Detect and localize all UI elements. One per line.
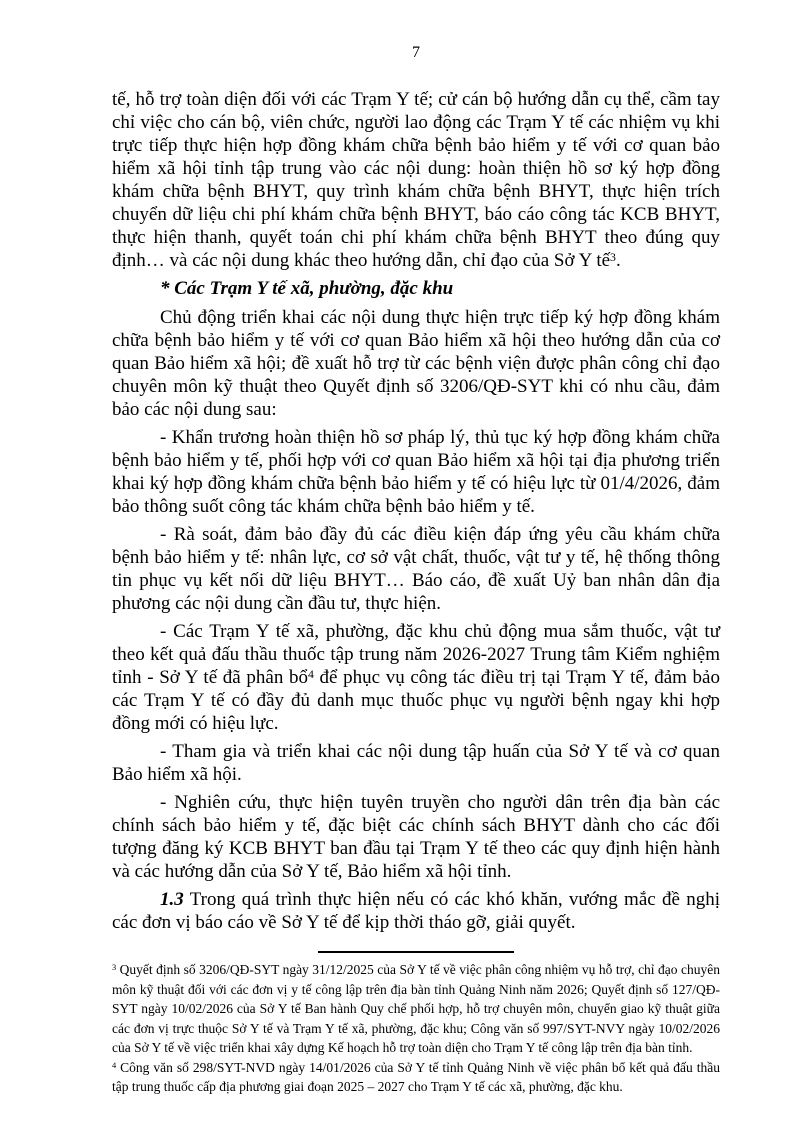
text-run: để phục vụ công tác điều trị tại Trạm Y tế, đảm bảo các Trạm Y tế có đầy đủ danh mục thuốc phục vụ người bệnh ngay khi hợp đồng mới có hiệu lực. (112, 667, 720, 734)
footnote-area (112, 951, 720, 1097)
text-run: - Khẩn trương hoàn thiện hồ sơ pháp lý, thủ tục ký hợp đồng khám chữa bệnh bảo hiểm y tế, phối hợp với cơ quan Bảo hiểm xã hội tại địa phương triển khai ký hợp đồng khám chữa bệnh bảo hiểm y tế có hiệu lực từ 01/4/2026, đảm bảo thông suốt công tác khám chữa bệnh bảo hiểm y tế. (112, 427, 720, 517)
paragraph (112, 791, 720, 883)
paragraph (112, 523, 720, 615)
text-run: Chủ động triển khai các nội dung thực hiện trực tiếp ký hợp đồng khám chữa bệnh bảo hiểm y tế với cơ quan Bảo hiểm xã hội theo hướng dẫn của cơ quan Bảo hiểm xã hội; đề xuất hỗ trợ từ các bệnh viện được phân công chỉ đạo chuyên môn kỹ thuật theo Quyết định số 3206/QĐ-SYT khi có nhu cầu, đảm bảo các nội dung sau: (112, 307, 720, 420)
text-run: - Nghiên cứu, thực hiện tuyên truyền cho người dân trên địa bàn các chính sách bảo hiểm y tế, đặc biệt các chính sách BHYT dành cho các đối tượng đăng ký KCB BHYT ban đầu tại Trạm Y tế theo các quy định hiện hành và các hướng dẫn của Sở Y tế, Bảo hiểm xã hội tỉnh. (112, 792, 720, 882)
footnote-marker: 4 (112, 1060, 117, 1070)
footnote-text: Quyết định số 3206/QĐ-SYT ngày 31/12/2025 của Sở Y tế về việc phân công nhiệm vụ hỗ trợ, chỉ đạo chuyên môn kỹ thuật đối với các đơn vị y tế công lập trên địa bàn tỉnh Quảng Ninh năm 2026; Quyết định số 127/QĐ-SYT ngày 10/02/2026 của Sở Y tế Ban hành Quy chế phối hợp, hỗ trợ chuyên môn, chuyển giao kỹ thuật giữa các đơn vị trực thuộc Sở Y tế và Trạm Y tế xã, phường, đặc khu; Công văn số 997/SYT-NVY ngày 10/02/2026 của Sở Y tế về việc triển khai xây dựng Kế hoạch hỗ trợ toàn diện cho Trạm Y tế công lập trên địa bàn tỉnh. (112, 962, 720, 1055)
text-run: 1.3 (160, 889, 184, 910)
paragraph (112, 888, 720, 934)
paragraph (112, 306, 720, 421)
section-heading (112, 277, 720, 300)
footnote-separator (318, 951, 514, 953)
paragraph (112, 620, 720, 735)
text-run: * Các Trạm Y tế xã, phường, đặc khu (160, 278, 454, 299)
footnote (112, 960, 720, 1058)
footnote-reference: 4 (307, 667, 314, 681)
footnote-marker: 3 (112, 963, 117, 973)
text-run: - Rà soát, đảm bảo đầy đủ các điều kiện đáp ứng yêu cầu khám chữa bệnh bảo hiểm y tế: nhân lực, cơ sở vật chất, thuốc, vật tư y tế, hệ thống thông tin phục vụ kết nối dữ liệu BHYT… Báo cáo, đề xuất Uỷ ban nhân dân địa phương các nội dung cần đầu tư, thực hiện. (112, 524, 720, 614)
paragraph (112, 740, 720, 786)
text-run: - Tham gia và triển khai các nội dung tập huấn của Sở Y tế và cơ quan Bảo hiểm xã hội. (112, 741, 720, 785)
text-run: Trong quá trình thực hiện nếu có các khó khăn, vướng mắc đề nghị các đơn vị báo cáo về Sở Y tế để kịp thời tháo gỡ, giải quyết. (112, 889, 720, 933)
footnotes-section (112, 960, 720, 1097)
footnote-reference: 3 (610, 250, 616, 264)
page-number: 7 (412, 44, 420, 61)
footnote-text: Công văn số 298/SYT-NVD ngày 14/01/2026 của Sở Y tế tỉnh Quảng Ninh về việc phân bổ kết quả đấu thầu tập trung thuốc cấp địa phương giai đoạn 2025 – 2027 cho Trạm Y tế các xã, phường, đặc khu. (112, 1059, 720, 1094)
footnote (112, 1058, 720, 1097)
paragraph (112, 426, 720, 518)
paragraph (112, 88, 720, 272)
text-run: - Các Trạm Y tế xã, phường, đặc khu chủ động mua sắm thuốc, vật tư theo kết quả đấu thầu thuốc tập trung năm 2026-2027 Trung tâm Kiểm nghiệm tỉnh - Sở Y tế đã phân bổ (112, 621, 720, 688)
text-run: . (615, 250, 621, 271)
text-run: tế, hỗ trợ toàn diện đối với các Trạm Y tế; cử cán bộ hướng dẫn cụ thể, cầm tay chỉ việc cho cán bộ, viên chức, người lao động các Trạm Y tế các nhiệm vụ khi trực tiếp thực hiện hợp đồng khám chữa bệnh bảo hiểm y tế với cơ quan bảo hiểm xã hội tỉnh tập trung vào các nội dung: hoàn thiện hồ sơ ký hợp đồng khám chữa bệnh BHYT, quy trình khám chữa bệnh BHYT, thực hiện trích chuyển dữ liệu chi phí khám chữa bệnh BHYT, báo cáo công tác KCB BHYT, thực hiện thanh, quyết toán chi phí khám chữa bệnh BHYT theo đúng quy định… và các nội dung khác theo hướng dẫn, chỉ đạo của Sở Y tế (112, 89, 720, 271)
document-body (112, 88, 720, 934)
